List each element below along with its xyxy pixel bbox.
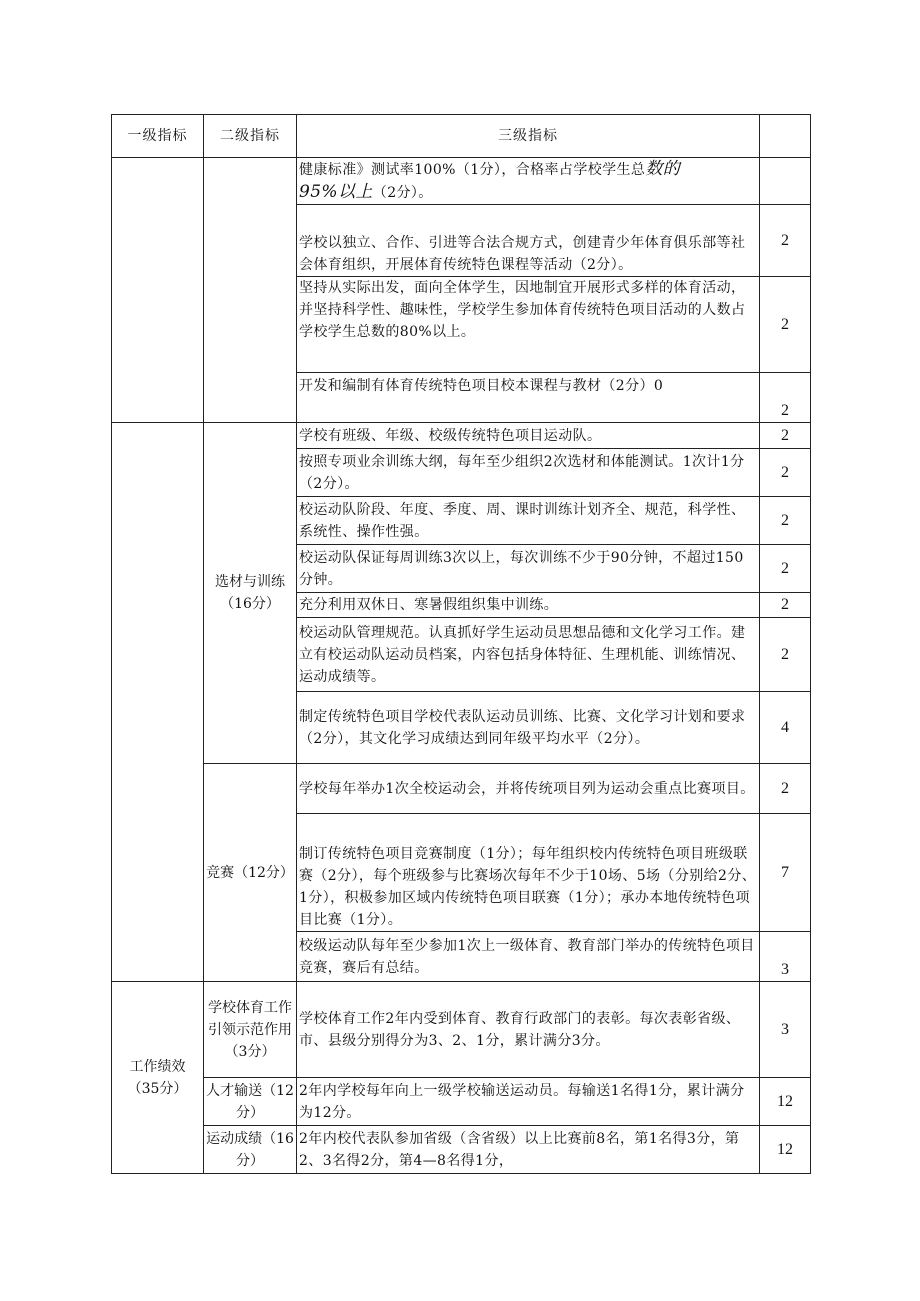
criterion-cell: 校运动队管理规范。认真抓好学生运动员思想品德和文化学习工作。建立有校运动队运动员档案，内容包括身体特征、生理机能、训练情况、运动成绩等。	[297, 618, 760, 692]
indicator-table	[111, 114, 811, 1174]
score-cell	[760, 158, 811, 205]
level2-training: 选材与训练（16分）	[204, 423, 297, 764]
score-cell: 2	[760, 618, 811, 692]
score-cell: 12	[760, 1078, 811, 1126]
header-score	[760, 115, 811, 158]
criterion-cell: 学校体育工作2年内受到体育、教育行政部门的表彰。每次表彰省级、市、县级分别得分为3、2、1分，累计满分3分。	[297, 982, 760, 1078]
score-cell: 3	[760, 932, 811, 982]
criterion-cell: 开发和编制有体育传统特色项目校本课程与教材（2分）0	[297, 373, 760, 423]
criterion-cell: 制订传统特色项目竞赛制度（1分）；每年组织校内传统特色项目班级联赛（2分），每个班级参与比赛场次每年不少于10场、5场（分别给2分、1分），积极参加区域内传统特色项目联赛（1分）；承办本地传统特色项目比赛（1分）。	[297, 814, 760, 932]
criterion-cell: 制定传统特色项目学校代表队运动员训练、比赛、文化学习计划和要求（2分），其文化学习成绩达到同年级平均水平（2分）。	[297, 692, 760, 764]
criterion-cell: 2年内校代表队参加省级（含省级）以上比赛前8名，第1名得3分，第2、3名得2分，第4—8名得1分，	[297, 1126, 760, 1174]
score-cell: 2	[760, 449, 811, 497]
criterion-cell: 2年内学校每年向上一级学校输送运动员。每输送1名得1分，累计满分为12分。	[297, 1078, 760, 1126]
criterion-cell: 充分利用双休日、寒暑假组织集中训练。	[297, 593, 760, 618]
score-cell: 2	[760, 593, 811, 618]
level2-cell-blank	[204, 158, 297, 423]
criterion-cell	[297, 158, 760, 205]
criterion-cell: 校运动队阶段、年度、季度、周、课时训练计划齐全、规范，科学性、系统性、操作性强。	[297, 497, 760, 545]
table-row	[112, 982, 811, 1078]
criterion-cell: 校运动队保证每周训练3次以上，每次训练不少于90分钟，不超过150分钟。	[297, 545, 760, 593]
score-cell: 2	[760, 373, 811, 423]
level2-competition: 竞赛（12分）	[204, 764, 297, 982]
criterion-text: 健康标准》测试率100%（1分），合格率占学校学生总	[299, 162, 646, 178]
score-cell: 2	[760, 497, 811, 545]
criterion-cell: 按照专项业余训练大纲，每年至少组织2次选材和体能测试。1次计1分（2分）。	[297, 449, 760, 497]
score-cell: 2	[760, 277, 811, 373]
level1-cell-blank	[112, 423, 204, 982]
score-cell: 12	[760, 1126, 811, 1174]
header-level1: 一级指标	[112, 115, 204, 158]
level2-talent-transfer: 人才输送（12分）	[204, 1078, 297, 1126]
header-level3: 三级指标	[297, 115, 760, 158]
table-row	[112, 423, 811, 449]
score-cell: 4	[760, 692, 811, 764]
level1-cell-blank	[112, 158, 204, 423]
criterion-text-italic: 数的	[645, 159, 681, 179]
table-header-row	[112, 115, 811, 158]
level2-sports-results: 运动成绩（16分）	[204, 1126, 297, 1174]
score-cell: 2	[760, 545, 811, 593]
score-cell: 3	[760, 982, 811, 1078]
level2-demonstration: 学校体育工作引领示范作用（3分）	[204, 982, 297, 1078]
score-cell: 2	[760, 764, 811, 814]
criterion-cell: 学校每年举办1次全校运动会，并将传统项目列为运动会重点比赛项目。	[297, 764, 760, 814]
criterion-cell: 坚持从实际出发，面向全体学生，因地制宜开展形式多样的体育活动，并坚持科学性、趣味性，学校学生参加体育传统特色项目活动的人数占学校学生总数的80%以上。	[297, 277, 760, 373]
criterion-text: （2分）。	[372, 185, 433, 201]
table-row	[112, 1078, 811, 1126]
table-row	[112, 764, 811, 814]
criterion-text-italic: 95%以上	[299, 182, 373, 202]
header-level2: 二级指标	[204, 115, 297, 158]
criterion-cell: 学校以独立、合作、引进等合法合规方式，创建青少年体育俱乐部等社会体育组织，开展体育传统特色课程等活动（2分）。	[297, 205, 760, 277]
table-row	[112, 158, 811, 205]
score-cell: 2	[760, 423, 811, 449]
score-cell: 7	[760, 814, 811, 932]
criterion-cell: 学校有班级、年级、校级传统特色项目运动队。	[297, 423, 760, 449]
score-cell: 2	[760, 205, 811, 277]
table-row	[112, 1126, 811, 1174]
level1-performance: 工作绩效（35分）	[112, 982, 204, 1174]
criterion-cell: 校级运动队每年至少参加1次上一级体育、教育部门举办的传统特色项目竞赛，赛后有总结。	[297, 932, 760, 982]
